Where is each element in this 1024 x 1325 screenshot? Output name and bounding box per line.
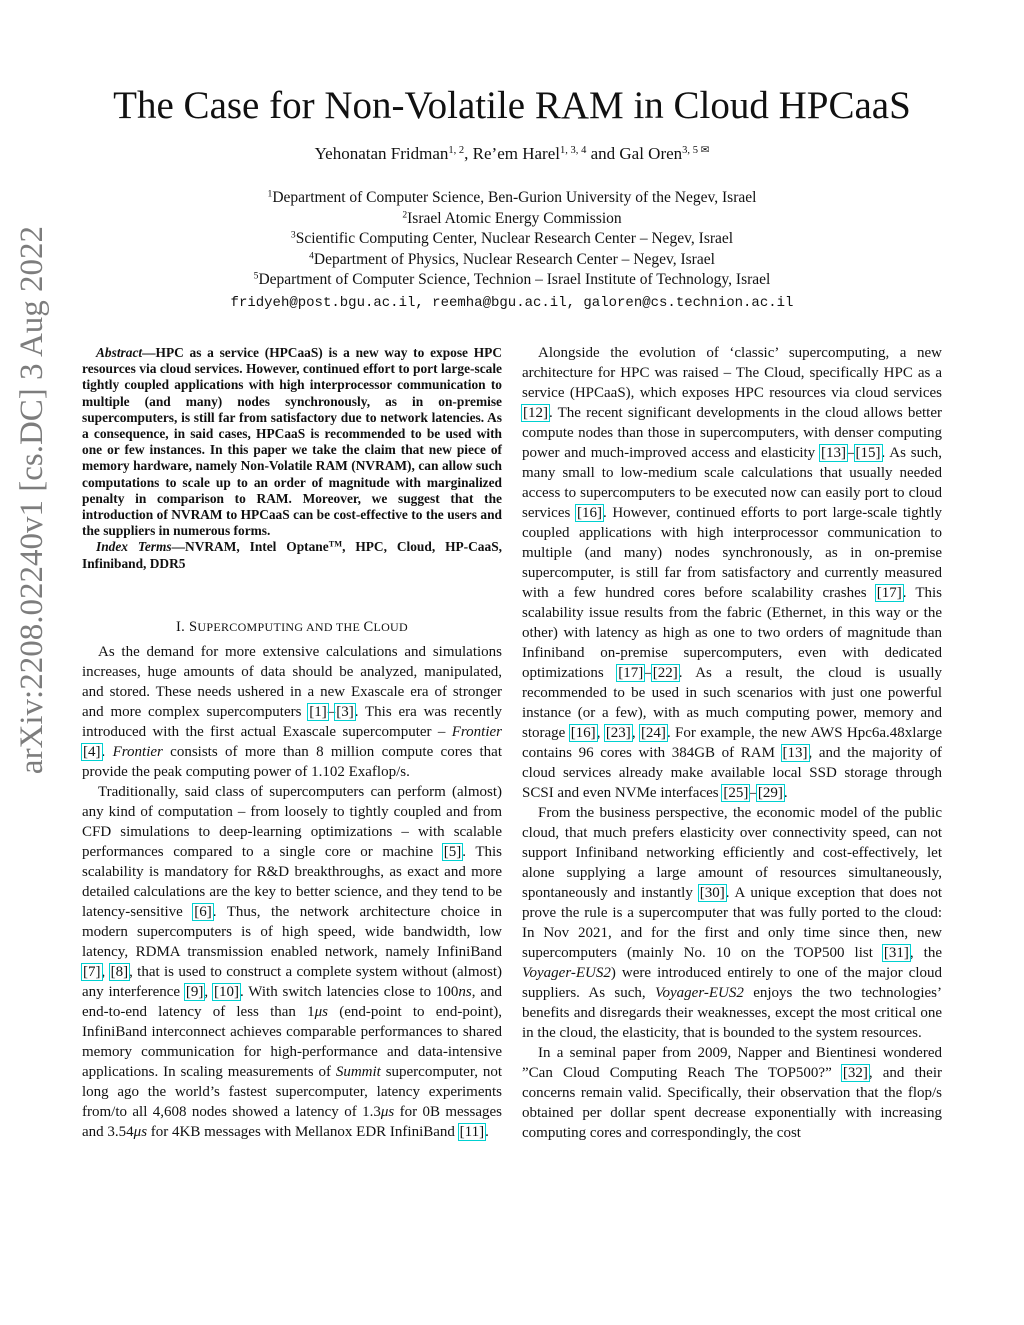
text-run: – [327,704,336,720]
text-run: . [485,1124,489,1140]
emphasis-text: μs [380,1104,395,1120]
citation-link[interactable]: [1] [309,704,327,720]
text-run: enjoys the two technologies’ benefits and disregards their weaknesses, except the most critical one in the cloud, the elasticity, that is bounded to the system resources. [522,985,943,1041]
citation-link[interactable]: [23] [605,725,631,741]
section-heading: I. SUPERCOMPUTING AND THE CLOUD [176,619,408,635]
citation-link[interactable]: [32] [842,1065,868,1081]
text-run: . Thus, the network architecture choice in modern supercomputers is of high speed, wide bandwidth, low latency, RDMA transmission enabled network, namely InfiniBand [82,904,503,960]
citation-link[interactable]: [25] [723,785,749,801]
emphasis-text: Voyager-EUS2 [522,965,611,981]
text-run: ) were introduced entirely to one of the major cloud suppliers. As such, [522,965,942,1001]
text-run: Alongside the evolution of ‘classic’ supercomputing, a new architecture for HPC was raised – The Cloud, specifically HPC as a service (HPCaaS), which exposes HPC resources via cloud services [522,345,942,401]
left-column-body [82,642,502,1142]
abstract-label: Abstract [96,345,143,360]
right-column-body [522,343,942,1143]
text-run: , that is used to construct a complete system without (almost) any interference [82,964,502,1000]
affiliation-list [0,188,1024,291]
citation-link[interactable]: [30] [699,885,725,901]
text-run: From the business perspective, the economic model of the public cloud, that much prefers elasticity over connectivity speed, can not support Infiniband networking efficiently and cost-effectively, let alone supplying a large amount of resources simultaneously, spontaneously and instantly [522,805,942,901]
emphasis-text: Voyager-EUS2 [655,985,744,1001]
text-run: . As a result, the cloud is usually recommended to be used in such scenarios with just one powerful instance (or a few), with as much computing power, memory and storage [522,665,942,741]
affiliation: $^4$Department of Physics, Nuclear Research Center – Negev, Israel [309,250,715,268]
text-run: , and the majority of cloud services already make available local SSD storage through SCSI and even NVMe interfaces [522,745,942,801]
paragraph [82,782,502,1142]
citation-link[interactable]: [24] [640,725,666,741]
text-run: . The recent significant developments in the cloud allows better compute nodes than those in supercomputers, with denser computing power and much-improved access and elasticity [522,405,942,461]
citation-link[interactable]: [9] [185,984,204,1000]
text-run: . This scalability is mandatory for R&D breakthroughs, as exact and more detailed calculations are the key to better science, and they tend to be latency-sensitive [82,844,502,920]
affiliation: $^1$Department of Computer Science, Ben-Gurion University of the Negev, Israel [267,188,757,206]
emphasis-text: ns [458,984,472,1000]
citation-link[interactable]: [16] [570,725,596,741]
affiliation: $^5$Department of Computer Science, Technion – Israel Institute of Technology, Israel [253,271,771,289]
paragraph [522,343,942,803]
text-run: , [101,964,110,980]
emphasis-text: Summit [335,1064,381,1080]
text-run: supercomputer, not long ago the world’s fastest supercomputer, latency experiments from/to all 4,608 nodes showed a latency of 1.3 [82,1064,503,1120]
index-terms: —NVRAM, Intel Optane™, HPC, Cloud, HP-CaaS, Infiniband, DDR5 [82,539,502,571]
text-run: . This scalability issue results from the fabric (Ethernet, in this way or the other) with latency as high as one to two orders of magnitude than Infiniband on-premise supercomputers, even with dedicated optimizations [522,585,942,681]
text-run: for 0B messages and 3.54 [82,1104,502,1140]
text-run: for 4KB messages with Mellanox EDR InfiniBand [147,1124,459,1140]
citation-link[interactable]: [31] [883,945,909,961]
text-run: (end-point to end-point), InfiniBand interconnect achieves comparable performances to shared memory communication for high-performance and data-intensive applications. In scaling measurements of [82,1004,502,1080]
text-run: . For example, the new AWS Hpc6a.48xlarge contains 96 cores with 384GB of RAM [522,725,943,761]
text-run: , [204,984,213,1000]
text-run: – [847,445,855,461]
emphasis-text: Frontier [451,724,502,740]
citation-link[interactable]: [15] [855,445,881,461]
text-run: . However, continued efforts to port large-scale tightly coupled applications with high interprocessor communication to multiple (and many) nodes synchronously, as in on-premise supercomputer, is still far from satisfactory and currently measured with a few hundred cores before scalability crashes [522,505,942,601]
paper-title: The Case for Non-Volatile RAM in Cloud HPCaaS [113,84,911,127]
author: Yehonatan Fridman$^{1, 2}$, [314,144,473,163]
paragraph [522,803,942,1043]
citation-link[interactable]: [7] [83,964,101,980]
citation-link[interactable]: [6] [194,904,212,920]
text-run: . A unique exception that does not prove the rule is a supercomputer that was fully ported to the cloud: In Nov 2021, and for the first and only time since then, new supercomputers (mainly No. 10 on the TOP500 list [522,885,943,961]
citation-link[interactable]: [17] [876,585,902,601]
emphasis-text: μs [314,1004,328,1020]
arxiv-sidebar-stamp: arXiv:2208.02240v1 [cs.DC] 3 Aug 2022 [14,225,50,775]
text-run: , and end-to-end latency of less than 1 [82,984,502,1020]
citation-link[interactable]: [3] [336,704,354,720]
emphasis-text: Frontier [112,744,163,760]
text-run: , [596,725,605,741]
citation-link[interactable]: [13] [782,745,808,761]
text-run: In a seminal paper from 2009, Napper and Bientinesi wondered ”Can Cloud Computing Reach The TOP500?” [522,1045,942,1081]
emphasis-text: μs [133,1124,148,1140]
citation-link[interactable]: [22] [652,665,678,681]
author-list [0,143,1024,165]
citation-link[interactable]: [17] [618,665,644,681]
citation-link[interactable]: [8] [110,964,129,980]
author-emails: fridyeh@post.bgu.ac.il, reemha@bgu.ac.il, galoren@cs.technion.ac.il [230,295,794,311]
text-run: – [644,665,652,681]
text-run: , [631,725,640,741]
citation-link[interactable]: [5] [443,844,462,860]
index-terms-label: Index Terms [96,539,172,555]
citation-link[interactable]: [11] [459,1124,485,1140]
text-run: consists of more than 8 million compute cores that provide the peak computing power of 1.102 Exaflop/s. [82,744,503,780]
text-run: As the demand for more extensive calculations and simulations increases, huge amounts of data should be analyzed, manipulated, and stored. These needs ushered in a new Exascale era of stronger and more complex supercomputers [82,644,502,720]
affiliation: $^2$Israel Atomic Energy Commission [402,209,622,227]
text-run: . With switch latencies close to 100 [240,984,459,1000]
citation-link[interactable]: [10] [214,984,239,1000]
text-run: . As such, many small to low-medium scale calculations that usually needed access to supercomputers to be executed now can easily port to cloud services [522,445,943,521]
affiliation: $^3$Scientific Computing Center, Nuclear Research Center – Negev, Israel [290,229,734,248]
text-run: . [101,744,113,760]
text-run: Traditionally, said class of supercomputers can perform (almost) any kind of computation – from loosely to tightly coupled and from CFD simulations to deep-learning optimizations – with scalable performances compared to a single core or machine [82,784,502,860]
author: Re’em Harel$^{1, 3, 4}$ and [472,144,620,163]
paragraph [82,642,502,782]
text-run: , the [909,945,943,961]
paragraph [522,1043,942,1143]
abstract-text: —HPC as a service (HPCaaS) is a new way to expose HPC resources via cloud services. However, continued effort to port large-scale tightly coupled applications with high interprocessor communication to multiple (and many) nodes synchronously, as in on-premise supercomputers, is still far from satisfactory due to network latencies. As a consequence, in said cases, HPCaaS is recommended to be used with one or few instances. In this paper we take the claim that new piece of memory hardware, namely Non-Volatile RAM (NVRAM), can allow such computations to scale up to an order of magnitude with marginalized penalty in comparison to RAM. Moreover, we suggest that the introduction of NVRAM to HPCaaS can be cost-effective to the users and the suppliers in numerous forms. [82,345,502,539]
citation-link[interactable]: [12] [523,405,548,421]
citation-link[interactable]: [13] [821,445,847,461]
abstract [82,345,502,572]
citation-link[interactable]: [4] [83,744,101,760]
text-run: . [783,785,788,801]
text-run: – [749,785,757,801]
author: Gal Oren$^{3, 5 ✉}$ [619,144,710,163]
text-run: , and their concerns remain valid. Specifically, their observation that the flop/s obtained per dollar spent decrease exponentially with increasing computing cores and correspondingly, the cost [522,1065,942,1141]
citation-link[interactable]: [29] [757,785,783,801]
citation-link[interactable]: [16] [576,505,602,521]
envelope-icon: ✉ [700,145,710,157]
text-run: . This era was recently introduced with the first actual Exascale supercomputer – [82,704,502,740]
